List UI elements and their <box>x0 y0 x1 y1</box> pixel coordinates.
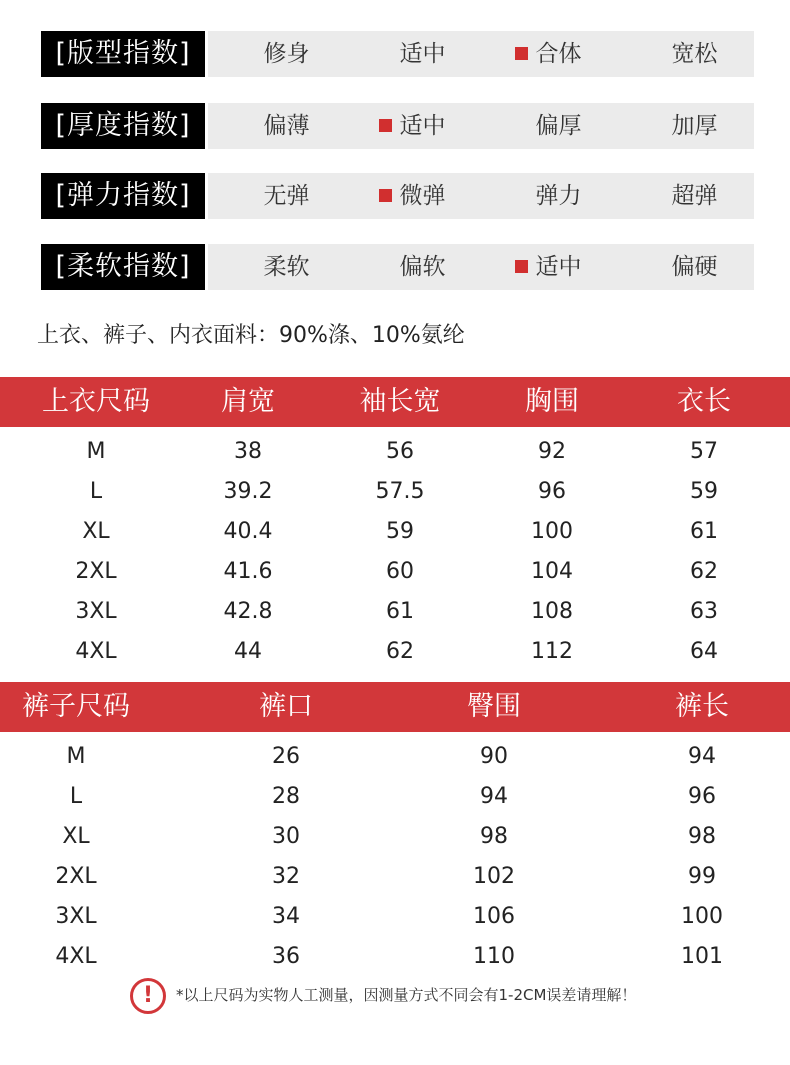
index-row-softness <box>41 244 754 290</box>
table-row <box>0 737 790 777</box>
top-size-table-header <box>0 377 790 427</box>
table-cell: 104 <box>531 559 573 584</box>
table-cell: 57 <box>690 439 718 464</box>
index-row-elasticity <box>41 173 754 219</box>
index-bar <box>208 173 754 219</box>
table-row <box>0 857 790 897</box>
table-cell: 112 <box>531 639 573 664</box>
index-option: 加厚 <box>671 113 718 139</box>
table-cell: 96 <box>538 479 566 504</box>
table-row <box>0 472 790 512</box>
selected-marker-icon <box>515 260 528 273</box>
table-cell: 92 <box>538 439 566 464</box>
index-option: 适中 <box>399 41 446 67</box>
table-cell: 110 <box>473 944 515 969</box>
index-row-fit <box>41 31 754 77</box>
table-cell: 40.4 <box>223 519 273 544</box>
table-cell: L <box>89 479 103 504</box>
table-cell: M <box>86 439 106 464</box>
selected-marker-icon <box>379 119 392 132</box>
table-cell: 39.2 <box>223 479 273 504</box>
table-cell: 3XL <box>75 599 117 624</box>
index-option: 宽松 <box>671 41 718 67</box>
column-header: 裤子尺码 <box>22 691 130 722</box>
table-cell: 26 <box>272 744 300 769</box>
selected-marker-icon <box>515 47 528 60</box>
table-cell: 64 <box>690 639 718 664</box>
table-cell: 99 <box>688 864 716 889</box>
column-header: 裤口 <box>259 691 313 722</box>
warning-exclamation-icon: ! <box>130 978 166 1014</box>
table-cell: 30 <box>272 824 300 849</box>
index-label: [弹力指数] <box>41 173 205 219</box>
column-header: 肩宽 <box>221 386 275 417</box>
index-option: 柔软 <box>263 254 310 280</box>
table-cell: 38 <box>234 439 262 464</box>
table-cell: 60 <box>386 559 414 584</box>
table-cell: 98 <box>688 824 716 849</box>
table-cell: 100 <box>531 519 573 544</box>
table-cell: 102 <box>473 864 515 889</box>
table-row <box>0 552 790 592</box>
table-cell: 44 <box>234 639 262 664</box>
table-cell: 34 <box>272 904 300 929</box>
index-option-selected: 合体 <box>480 31 616 77</box>
pants-size-table-header <box>0 682 790 732</box>
column-header: 衣长 <box>677 386 731 417</box>
table-cell: 56 <box>386 439 414 464</box>
index-option: 超弹 <box>671 183 718 209</box>
index-option: 无弹 <box>263 183 310 209</box>
note-text: *以上尺码为实物人工测量，因测量方式不同会有1-2CM误差请理解！ <box>176 986 637 1004</box>
table-cell: 28 <box>272 784 300 809</box>
table-cell: 2XL <box>75 559 117 584</box>
table-cell: 90 <box>480 744 508 769</box>
table-row <box>0 512 790 552</box>
table-row <box>0 817 790 857</box>
table-cell: 98 <box>480 824 508 849</box>
table-cell: 42.8 <box>223 599 273 624</box>
table-cell: 57.5 <box>375 479 425 504</box>
table-row <box>0 432 790 472</box>
table-cell: 41.6 <box>223 559 273 584</box>
index-label: [厚度指数] <box>41 103 205 149</box>
table-cell: 62 <box>690 559 718 584</box>
table-row <box>0 937 790 977</box>
index-option-selected: 适中 <box>480 244 616 290</box>
column-header: 胸围 <box>525 386 579 417</box>
column-header: 袖长宽 <box>359 386 441 417</box>
index-bar <box>208 31 754 77</box>
index-option: 修身 <box>263 41 310 67</box>
index-option: 偏厚 <box>535 113 582 139</box>
table-cell: 62 <box>386 639 414 664</box>
index-option-selected: 适中 <box>344 103 480 149</box>
table-cell: 4XL <box>55 944 97 969</box>
table-row <box>0 632 790 672</box>
column-header: 裤长 <box>675 691 729 722</box>
index-option: 偏硬 <box>671 254 718 280</box>
index-row-thickness <box>41 103 754 149</box>
index-option: 弹力 <box>535 183 582 209</box>
table-cell: XL <box>62 824 90 849</box>
table-cell: XL <box>82 519 110 544</box>
table-row <box>0 777 790 817</box>
table-cell: 108 <box>531 599 573 624</box>
table-cell: 4XL <box>75 639 117 664</box>
column-header: 臀围 <box>467 691 521 722</box>
table-row <box>0 592 790 632</box>
table-cell: 61 <box>386 599 414 624</box>
table-cell: 63 <box>690 599 718 624</box>
index-option: 偏软 <box>399 254 446 280</box>
table-cell: 61 <box>690 519 718 544</box>
table-cell: 32 <box>272 864 300 889</box>
index-bar <box>208 103 754 149</box>
index-bar <box>208 244 754 290</box>
table-cell: 101 <box>681 944 723 969</box>
table-cell: 106 <box>473 904 515 929</box>
table-cell: 94 <box>480 784 508 809</box>
table-cell: 96 <box>688 784 716 809</box>
table-cell: 100 <box>681 904 723 929</box>
index-label: [版型指数] <box>41 31 205 77</box>
table-cell: 59 <box>386 519 414 544</box>
table-row <box>0 897 790 937</box>
material-text: 上衣、裤子、内衣面料：90%涤、10%氨纶 <box>37 323 465 348</box>
table-cell: L <box>69 784 83 809</box>
table-cell: M <box>66 744 86 769</box>
index-label: [柔软指数] <box>41 244 205 290</box>
index-option: 偏薄 <box>263 113 310 139</box>
index-option-selected: 微弹 <box>344 173 480 219</box>
table-cell: 2XL <box>55 864 97 889</box>
table-cell: 94 <box>688 744 716 769</box>
table-cell: 36 <box>272 944 300 969</box>
selected-marker-icon <box>379 189 392 202</box>
column-header: 上衣尺码 <box>42 386 150 417</box>
table-cell: 3XL <box>55 904 97 929</box>
table-cell: 59 <box>690 479 718 504</box>
